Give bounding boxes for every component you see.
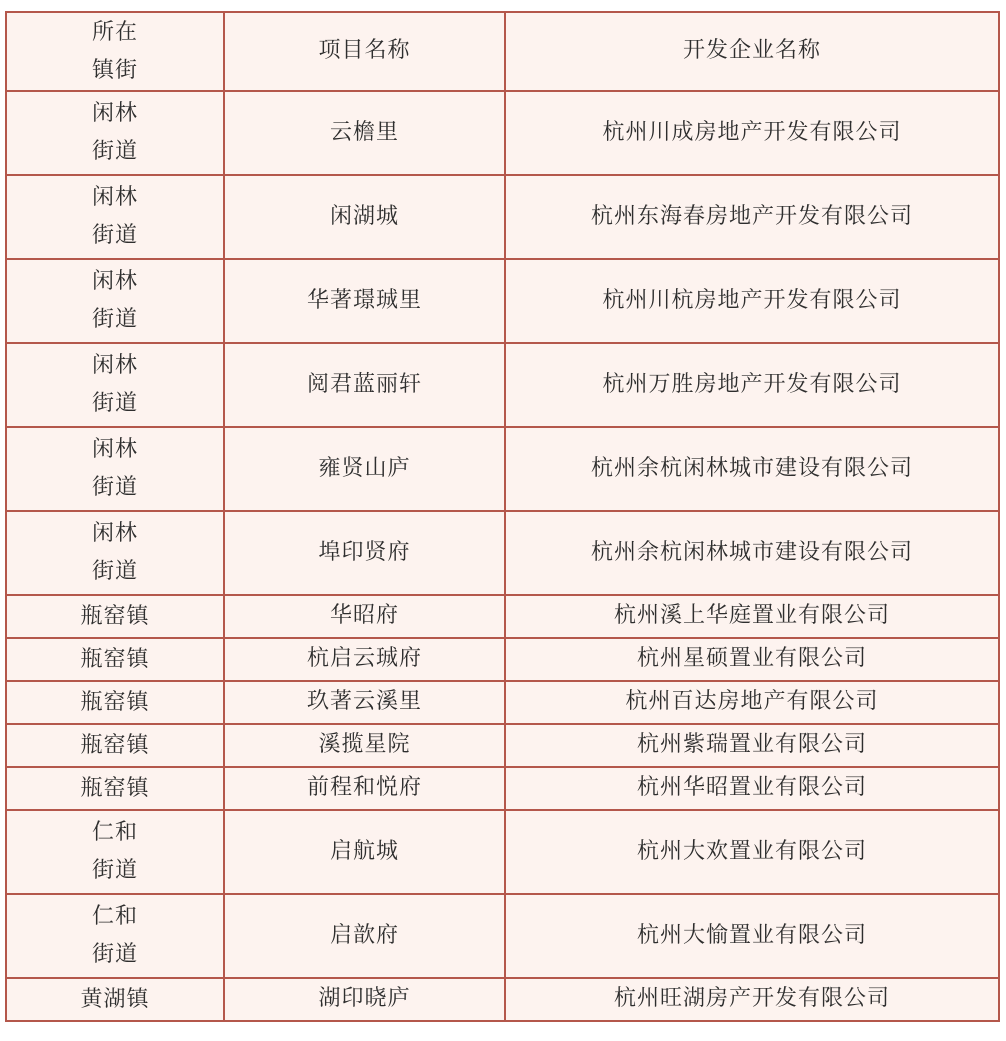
project-label: 阅君蓝丽轩 — [306, 371, 422, 397]
header-row — [6, 12, 999, 91]
table-row — [6, 638, 999, 681]
town-label — [11, 981, 219, 1019]
table-row — [6, 595, 999, 638]
project-label: 云檐里 — [329, 119, 399, 145]
town-line: 仁和 — [91, 820, 138, 845]
project-cell — [224, 175, 505, 259]
town-line: 闲林 — [91, 437, 138, 462]
company-label: 杭州东海春房地产开发有限公司 — [590, 203, 913, 229]
town-label — [11, 179, 219, 255]
project-cell — [224, 511, 505, 595]
company-label: 杭州万胜房地产开发有限公司 — [602, 371, 902, 397]
project-label: 雍贤山庐 — [318, 455, 411, 481]
town-line: 街道 — [91, 307, 138, 332]
company-cell — [505, 91, 999, 175]
project-label: 闲湖城 — [329, 203, 399, 229]
town-line: 闲林 — [91, 269, 138, 294]
project-label: 湖印晓庐 — [318, 986, 411, 1012]
town-cell — [6, 724, 224, 767]
company-label: 杭州旺湖房产开发有限公司 — [613, 986, 890, 1012]
project-cell — [224, 427, 505, 511]
project-label: 启航城 — [329, 838, 399, 864]
project-label: 华昭府 — [329, 603, 399, 629]
table-row — [6, 343, 999, 427]
town-line: 瓶窑镇 — [80, 689, 150, 715]
town-line: 街道 — [91, 391, 138, 416]
company-label: 杭州川杭房地产开发有限公司 — [602, 287, 902, 313]
company-label: 杭州川成房地产开发有限公司 — [602, 119, 902, 145]
town-cell — [6, 638, 224, 681]
town-line: 街道 — [91, 942, 138, 967]
project-cell — [224, 595, 505, 638]
town-line: 闲林 — [91, 353, 138, 378]
town-line: 瓶窑镇 — [80, 603, 150, 629]
town-cell — [6, 810, 224, 894]
company-label: 杭州大欢置业有限公司 — [636, 838, 867, 864]
header-company-label: 开发企业名称 — [682, 38, 821, 64]
header-town-line-2: 镇街 — [91, 57, 138, 83]
project-cell — [224, 343, 505, 427]
project-cell — [224, 259, 505, 343]
project-cell — [224, 810, 505, 894]
header-project-cell — [224, 12, 505, 91]
company-cell — [505, 681, 999, 724]
header-town-cell — [6, 12, 224, 91]
town-cell — [6, 259, 224, 343]
table-row — [6, 810, 999, 894]
town-label — [11, 814, 219, 890]
town-line: 瓶窑镇 — [80, 732, 150, 758]
project-cell — [224, 894, 505, 978]
header-project-label: 项目名称 — [318, 38, 411, 64]
company-cell — [505, 427, 999, 511]
town-cell — [6, 91, 224, 175]
table-row — [6, 259, 999, 343]
town-label — [11, 263, 219, 339]
town-label — [11, 641, 219, 679]
town-line: 街道 — [91, 559, 138, 584]
table-row — [6, 175, 999, 259]
company-label: 杭州华昭置业有限公司 — [636, 775, 867, 801]
town-line: 街道 — [91, 475, 138, 500]
company-cell — [505, 767, 999, 810]
town-label — [11, 431, 219, 507]
company-cell — [505, 978, 999, 1021]
town-line: 瓶窑镇 — [80, 775, 150, 801]
town-line: 闲林 — [91, 521, 138, 546]
project-label: 玖著云溪里 — [306, 689, 422, 715]
project-label: 前程和悦府 — [306, 775, 422, 801]
projects-table-wrap — [5, 11, 998, 1022]
town-line: 闲林 — [91, 185, 138, 210]
project-cell — [224, 638, 505, 681]
table-body — [6, 91, 999, 1021]
header-town-label — [11, 14, 219, 90]
company-label: 杭州百达房地产有限公司 — [625, 689, 879, 715]
table-row — [6, 681, 999, 724]
town-cell — [6, 343, 224, 427]
town-cell — [6, 175, 224, 259]
town-line: 仁和 — [91, 904, 138, 929]
header-company-cell — [505, 12, 999, 91]
town-label — [11, 684, 219, 722]
projects-table — [5, 11, 1000, 1022]
table-row — [6, 724, 999, 767]
company-cell — [505, 638, 999, 681]
table-row — [6, 894, 999, 978]
table-row — [6, 511, 999, 595]
company-cell — [505, 175, 999, 259]
company-cell — [505, 511, 999, 595]
table-row — [6, 91, 999, 175]
town-line: 黄湖镇 — [80, 986, 150, 1012]
town-label — [11, 347, 219, 423]
town-line: 街道 — [91, 223, 138, 248]
company-cell — [505, 595, 999, 638]
town-line: 街道 — [91, 139, 138, 164]
town-label — [11, 95, 219, 171]
project-label: 杭启云珹府 — [306, 646, 422, 672]
table-row — [6, 978, 999, 1021]
project-cell — [224, 91, 505, 175]
company-cell — [505, 343, 999, 427]
company-label: 杭州余杭闲林城市建设有限公司 — [590, 455, 913, 481]
town-cell — [6, 681, 224, 724]
town-label — [11, 598, 219, 636]
town-cell — [6, 511, 224, 595]
project-cell — [224, 681, 505, 724]
town-label — [11, 727, 219, 765]
company-label: 杭州溪上华庭置业有限公司 — [613, 603, 890, 629]
town-line: 街道 — [91, 858, 138, 883]
town-cell — [6, 595, 224, 638]
header-town-line-1: 所在 — [91, 19, 138, 45]
town-cell — [6, 978, 224, 1021]
town-label — [11, 898, 219, 974]
company-cell — [505, 259, 999, 343]
project-cell — [224, 767, 505, 810]
project-cell — [224, 978, 505, 1021]
company-label: 杭州星硕置业有限公司 — [636, 646, 867, 672]
company-label: 杭州紫瑞置业有限公司 — [636, 732, 867, 758]
project-label: 溪揽星院 — [318, 732, 411, 758]
project-label: 华著璟珹里 — [306, 287, 422, 313]
town-cell — [6, 894, 224, 978]
town-line: 瓶窑镇 — [80, 646, 150, 672]
project-cell — [224, 724, 505, 767]
table-row — [6, 427, 999, 511]
company-label: 杭州余杭闲林城市建设有限公司 — [590, 539, 913, 565]
company-cell — [505, 894, 999, 978]
company-cell — [505, 810, 999, 894]
town-label — [11, 515, 219, 591]
table-row — [6, 767, 999, 810]
town-line: 闲林 — [91, 101, 138, 126]
town-label — [11, 770, 219, 808]
town-cell — [6, 427, 224, 511]
project-label: 埠印贤府 — [318, 539, 411, 565]
company-label: 杭州大愉置业有限公司 — [636, 922, 867, 948]
project-label: 启歆府 — [329, 922, 399, 948]
town-cell — [6, 767, 224, 810]
company-cell — [505, 724, 999, 767]
